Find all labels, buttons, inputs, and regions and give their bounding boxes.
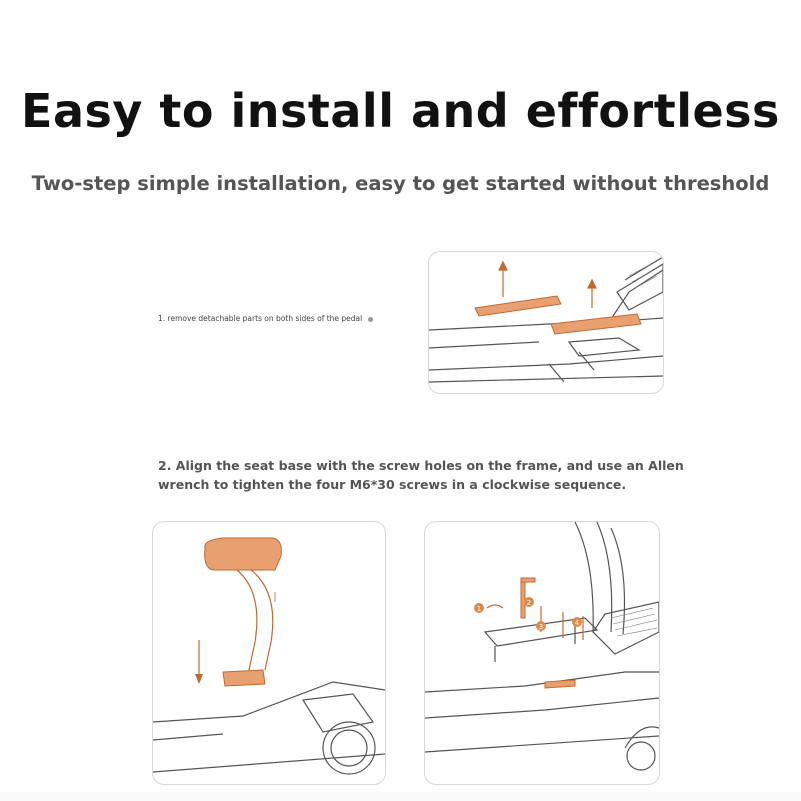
step-1-text: 1. remove detachable parts on both sides of the pedal — [158, 314, 363, 323]
page-title: Easy to install and effortless — [21, 84, 780, 138]
bottom-strip — [0, 792, 801, 801]
callout-2-label: 2 — [526, 599, 532, 607]
pedal-removal-drawing — [429, 252, 663, 393]
callout-1-label: 1 — [476, 605, 482, 613]
bullet-dot-icon — [368, 317, 373, 322]
callout-3-label: 3 — [538, 623, 544, 631]
screw-tightening-drawing — [425, 522, 659, 784]
step-2-instruction: 2. Align the seat base with the screw holes on the frame, and use an Allen wrench to tighten the four M6*30 screws in a clockwise sequence. — [158, 458, 684, 492]
page-subtitle: Two-step simple installation, easy to get started without threshold — [31, 172, 770, 195]
callout-4-label: 4 — [574, 619, 580, 627]
seat-placement-drawing — [153, 522, 385, 784]
step-1-instruction — [158, 314, 418, 323]
step-1-illustration — [428, 251, 664, 394]
step-2-screw-illustration — [424, 521, 660, 785]
step-2-seat-illustration — [152, 521, 386, 785]
